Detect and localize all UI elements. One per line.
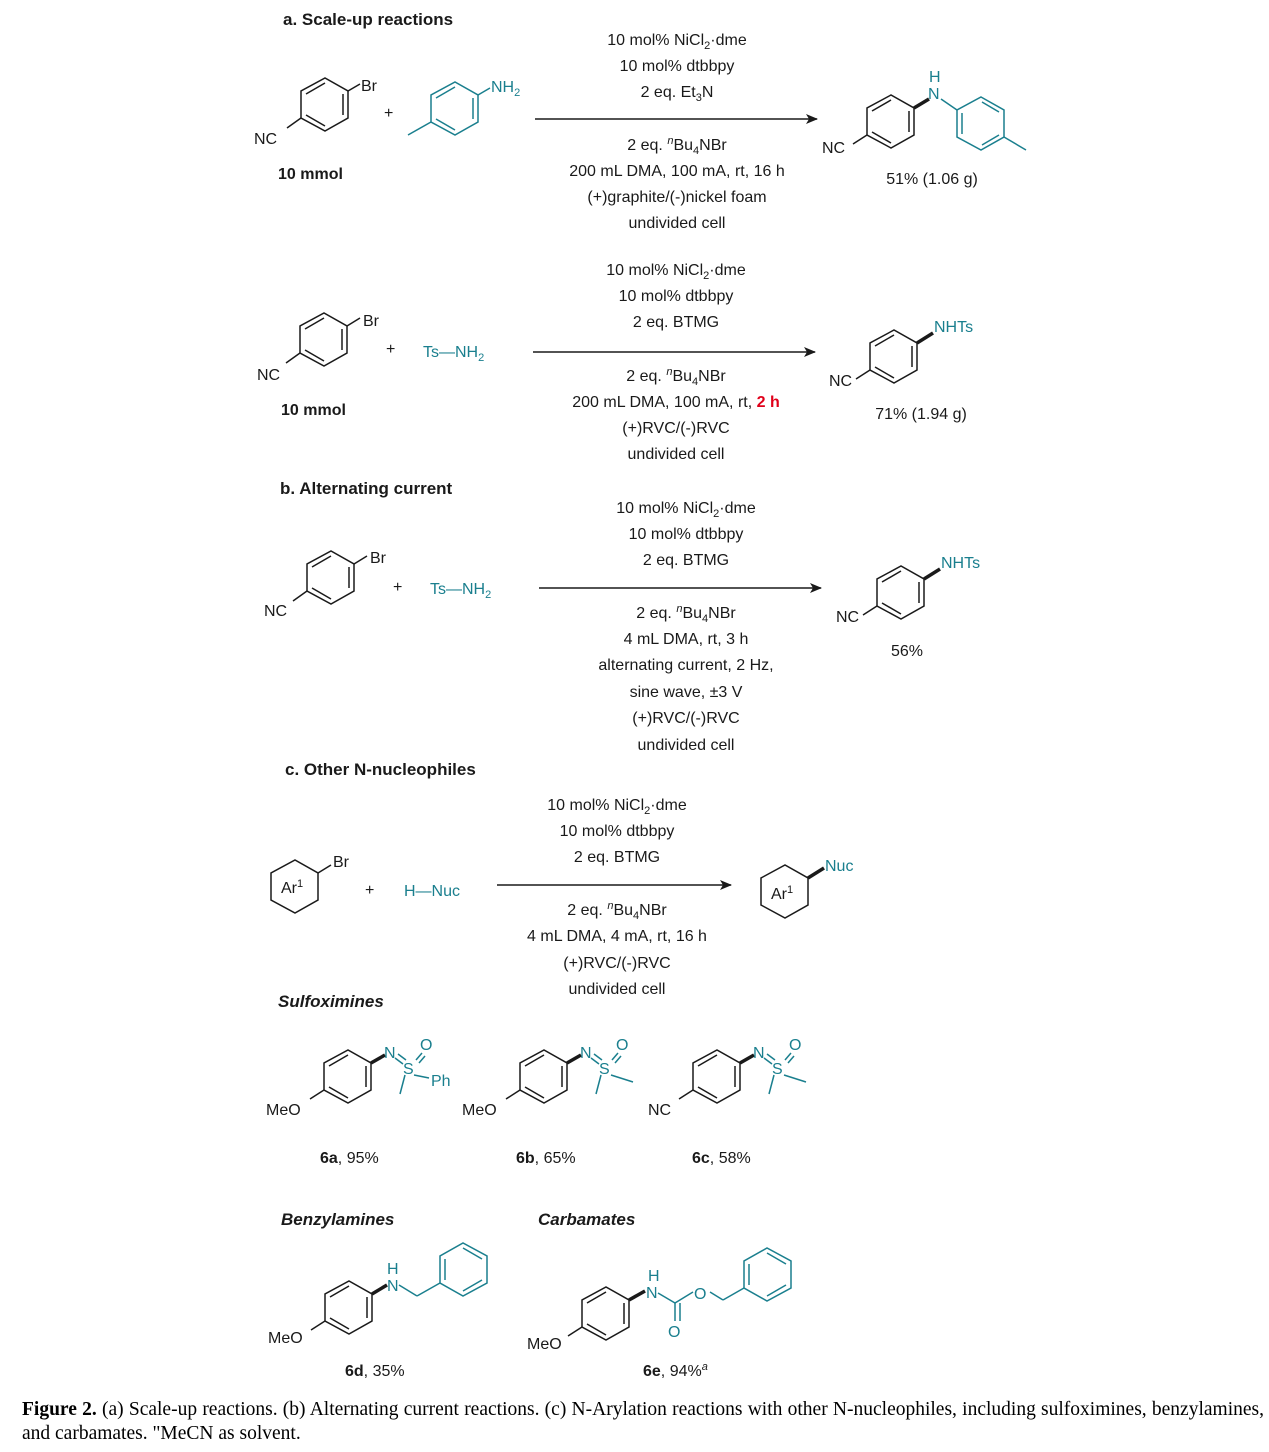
product-sulfonamide [863, 566, 924, 619]
new-bond [371, 1055, 385, 1063]
condition-line: 2 eq. $^nBu_4NBr$ [626, 366, 726, 388]
carbamates-label: Carbamates [538, 1210, 636, 1229]
condition-line: 2 eq. $^nBu_4NBr$ [627, 135, 727, 157]
condition-line: 2 eq. BTMG [632, 314, 720, 331]
condition-line: 2 eq. $Et_3N$ [640, 84, 714, 104]
caption-text: (a) Scale-up reactions. (b) Alternating current reactions. (c) N-Arylation reactions with other N-nucleophiles, including sulfoximines, benzylamines, and carbamates. "MeCN as solvent. [22, 1399, 1264, 1444]
ester-o-label: O [694, 1286, 707, 1303]
compound-id: 6d [345, 1363, 364, 1380]
condition-line: sine wave, ±3 V [629, 684, 743, 701]
bromine-label: Br [363, 313, 379, 330]
condition-line: (+)RVC/(-)RVC [622, 420, 730, 437]
condition-line: 2 eq. $^nBu_4NBr$ [567, 900, 667, 922]
section-a-header: a. Scale-up reactions [283, 10, 454, 29]
tosylamide-label: $Ts—NH_2$ [430, 581, 492, 601]
product-diarylamine [853, 95, 914, 148]
bromine-label: Br [333, 854, 349, 871]
product-sulfonamide [856, 330, 917, 383]
condition-line: 10 mol% NiCl$_2$·dme [547, 797, 687, 817]
caption-label: Figure 2. [22, 1399, 97, 1420]
compound-id: 6b [516, 1150, 535, 1167]
reactant-4-bromobenzonitrile [286, 313, 360, 366]
nh-h-label: H [387, 1261, 399, 1278]
compound-yield: , 35% [363, 1363, 405, 1380]
condition-line: 2 eq. BTMG [573, 849, 661, 866]
condition-line: 10 mol% dtbbpy [619, 58, 735, 75]
benzylamines-label: Benzylamines [281, 1210, 395, 1229]
compound-yield: , 95% [337, 1150, 379, 1167]
aryl-label: Ar$^1$ [771, 884, 794, 903]
condition-line: undivided cell [627, 446, 725, 463]
section-c-header: c. Other N-nucleophiles [285, 760, 476, 779]
compound-label [643, 1361, 708, 1380]
amine-label: $NH_2$ [491, 79, 521, 99]
bromine-label: Br [361, 78, 377, 95]
nh-h-label: H [648, 1268, 660, 1285]
sulfoximine-n: N [753, 1045, 765, 1062]
condition-line: 10 mol% dtbbpy [618, 288, 734, 305]
carbonyl-o-label: O [668, 1324, 681, 1341]
compound-label [345, 1363, 405, 1380]
nitrile-label: NC [254, 131, 278, 148]
figure-caption [22, 1398, 1264, 1446]
scale-label: 10 mmol [278, 166, 343, 183]
compound-yield: , 58% [709, 1150, 751, 1167]
new-bond [629, 1291, 645, 1300]
condition-line: 10 mol% NiCl$_2$·dme [607, 32, 747, 52]
methoxy-label: MeO [266, 1102, 301, 1119]
new-bond [808, 868, 824, 878]
nh-n-label: N [928, 86, 940, 103]
condition-line: 2 eq. $^nBu_4NBr$ [636, 603, 736, 625]
compound-id: 6e [643, 1363, 661, 1380]
nhts-label: NHTs [941, 555, 981, 572]
compound-yield: , 94% [660, 1363, 702, 1380]
condition-line: 4 mL DMA, rt, 3 h [623, 631, 749, 648]
scale-label: 10 mmol [281, 402, 346, 419]
sulfoximines-label: Sulfoximines [278, 992, 384, 1011]
condition-line: 2 eq. BTMG [642, 552, 730, 569]
compound-6b [462, 1037, 633, 1167]
new-bond [924, 569, 940, 579]
aryl-label: Ar$^1$ [281, 878, 304, 897]
sulfoximine-n: N [580, 1045, 592, 1062]
reactant-4-bromobenzonitrile [293, 551, 367, 604]
condition-line: 10 mol% NiCl$_2$·dme [606, 262, 746, 282]
methoxy-label: MeO [268, 1330, 303, 1347]
condition-line: 4 mL DMA, 4 mA, rt, 16 h [527, 928, 707, 945]
nucleophile-label: H—Nuc [404, 883, 461, 900]
section-b-header: b. Alternating current [280, 479, 453, 498]
conditions-rxn3 [598, 500, 773, 754]
compound-6c [648, 1037, 806, 1167]
methoxy-label: MeO [462, 1102, 497, 1119]
compound-label [516, 1150, 576, 1167]
condition-line: 200 mL DMA, 100 mA, rt, 2 h [572, 394, 780, 411]
tosylamide-label: $Ts—NH_2$ [423, 344, 485, 364]
nitrile-label: NC [648, 1102, 672, 1119]
condition-line: 10 mol% dtbbpy [628, 526, 744, 543]
condition-line: 200 mL DMA, 100 mA, rt, 16 h [569, 163, 785, 180]
nh-h-label: H [929, 69, 941, 86]
plus-sign: + [386, 341, 396, 358]
new-bond [914, 99, 929, 108]
product-tolyl [941, 97, 1026, 150]
methoxy-label: MeO [527, 1336, 562, 1353]
compound-label [320, 1150, 379, 1167]
sulfoximine-o: O [616, 1037, 629, 1054]
new-bond [372, 1285, 387, 1294]
condition-line: alternating current, 2 Hz, [598, 657, 774, 674]
nh-n-label: N [387, 1278, 399, 1295]
condition-line: (+)RVC/(-)RVC [563, 955, 671, 972]
nhts-label: NHTs [934, 319, 974, 336]
compound-label [692, 1150, 751, 1167]
nitrile-label: NC [836, 609, 860, 626]
plus-sign: + [393, 579, 403, 596]
condition-line: 10 mol% dtbbpy [559, 823, 675, 840]
compound-6e [527, 1248, 791, 1380]
condition-line: undivided cell [628, 215, 726, 232]
highlighted-time: 2 h [756, 394, 780, 411]
condition-line: (+)RVC/(-)RVC [632, 710, 740, 727]
nitrile-label: NC [264, 603, 288, 620]
yield-label: 51% (1.06 g) [886, 171, 978, 188]
condition-line: 10 mol% NiCl$_2$·dme [616, 500, 756, 520]
new-bond [567, 1055, 581, 1063]
reagent-p-toluidine [408, 82, 490, 135]
condition-line: undivided cell [568, 981, 666, 998]
condition-line: (+)graphite/(-)nickel foam [587, 189, 767, 206]
conditions-rxn4 [527, 797, 707, 998]
reactant-4-bromobenzonitrile [287, 78, 360, 131]
phenyl-label: Ph [431, 1073, 451, 1090]
conditions-rxn2 [572, 262, 779, 463]
nh-n-label: N [646, 1285, 658, 1302]
sulfoximine-s: S [403, 1061, 414, 1078]
new-bond [740, 1055, 754, 1063]
plus-sign: + [365, 882, 375, 899]
yield-label: 71% (1.94 g) [875, 406, 967, 423]
sulfoximine-s: S [599, 1061, 610, 1078]
compound-6a [266, 1037, 451, 1167]
sulfoximine-n: N [384, 1045, 396, 1062]
nitrile-label: NC [257, 367, 281, 384]
nitrile-label: NC [822, 140, 846, 157]
footnote-marker: a [701, 1361, 708, 1373]
compound-id: 6c [692, 1150, 710, 1167]
yield-label: 56% [890, 643, 924, 660]
sulfoximine-s: S [772, 1061, 783, 1078]
nitrile-label: NC [829, 373, 853, 390]
nuc-label: Nuc [825, 858, 854, 875]
sulfoximine-o: O [789, 1037, 802, 1054]
compound-yield: , 65% [534, 1150, 576, 1167]
bromine-label: Br [370, 550, 386, 567]
sulfoximine-o: O [420, 1037, 433, 1054]
conditions-rxn1 [569, 32, 785, 232]
compound-6d [268, 1243, 487, 1380]
new-bond [917, 333, 933, 343]
compound-id: 6a [320, 1150, 338, 1167]
condition-line: undivided cell [637, 737, 735, 754]
plus-sign: + [384, 105, 394, 122]
